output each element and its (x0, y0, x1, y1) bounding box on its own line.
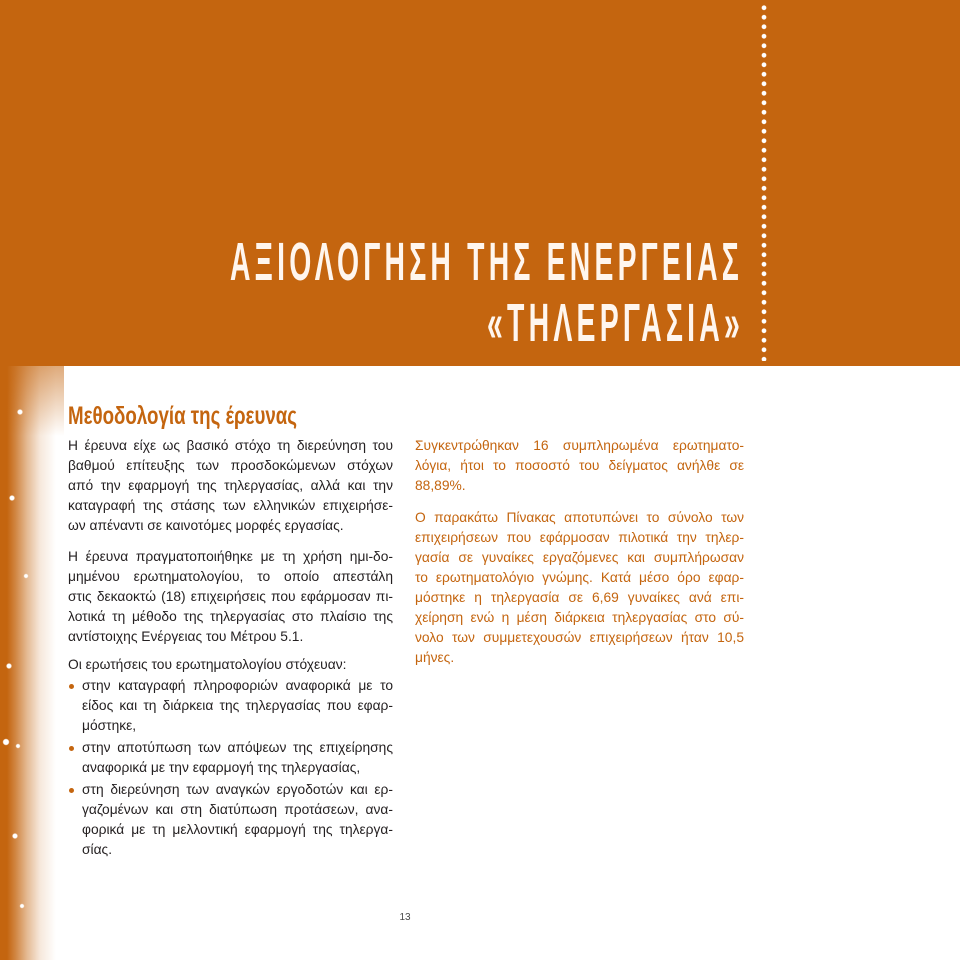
left-column (68, 436, 393, 862)
text-line: επιχειρήσεων που εφάρμοσαν πιλοτικά την τηλερ- (415, 530, 744, 545)
text-line: στις δεκαοκτώ (18) επιχειρήσεις που εφάρμοσαν πι- (68, 589, 393, 604)
text-line: βαθμού επίτευξης των προσδοκώμενων στόχων (68, 458, 393, 473)
text-line: γαζομένων και στη διατύπωση προτάσεων, ανα- (82, 802, 393, 817)
bullet-dot-icon (69, 788, 74, 793)
text-line: στην καταγραφή πληροφοριών αναφορικά με το (82, 678, 393, 693)
page-number: 13 (399, 912, 411, 923)
header-banner (0, 0, 960, 366)
paragraph (415, 508, 744, 668)
bullet-dot-icon (69, 746, 74, 751)
text-line: Ο παρακάτω Πίνακας αποτυπώνει το σύνολο των (415, 510, 744, 525)
page-title-line-1: ΑΞΙΟΛΟΓΗΣΗ ΤΗΣ ΕΝΕΡΓΕΙΑΣ (230, 232, 743, 292)
text-line: μήνες. (415, 650, 455, 665)
text-line: είδος και τη διάρκεια της τηλεργασίας που εφαρ- (82, 698, 393, 713)
list-item (68, 780, 393, 860)
text-line: Συγκεντρώθηκαν 16 συμπληρωμένα ερωτηματο- (415, 438, 744, 453)
paragraph (415, 436, 744, 496)
text-line: Η έρευνα είχε ως βασικό στόχο τη διερεύνηση του (68, 438, 393, 453)
section-heading: Μεθοδολογία της έρευνας (68, 402, 297, 430)
text-line: νολο των συμμετεχουσών επιχειρήσεων ήταν 10,5 (415, 630, 744, 645)
text-line: φορικά με τη μελλοντική εφαρμογή της τηλεργα- (82, 822, 393, 837)
page-title-line-2: «ΤΗΛΕΡΓΑΣΙΑ» (487, 293, 744, 353)
text-line: στη διερεύνηση των αναγκών εργοδοτών και ερ- (82, 782, 393, 797)
text-line: λόγια, ήτοι το ποσοστό του δείγματος ανήλθε σε (415, 458, 744, 473)
paragraph (68, 436, 393, 536)
text-line: Οι ερωτήσεις του ερωτηματολογίου στόχευαν: (68, 657, 347, 672)
text-line: το ερωτηματολόγιο γνώμης. Κατά μέσο όρο εφαρ- (415, 570, 744, 585)
text-line: λοτικά τη μέθοδο της τηλεργασίας στο πλαίσιο της (68, 609, 393, 624)
list-item (68, 738, 393, 778)
bullet-list (68, 676, 393, 860)
dotted-divider (761, 3, 767, 361)
bullet-dot-icon (69, 684, 74, 689)
header-title-graphic (0, 0, 960, 366)
text-line: μόστηκε, (82, 718, 137, 733)
grunge-edge-decoration (0, 366, 64, 960)
text-line: ων απέναντι σε καινοτόμες μορφές εργασίας. (68, 518, 344, 533)
text-line: στην αποτύπωση των απόψεων της επιχείρησης (82, 740, 393, 755)
text-line: από την εφαρμογή της τηλεργασίας, αλλά και την (68, 478, 393, 493)
text-line: μημένου ερωτηματολογίου, το οποίο απεστάλη (68, 569, 393, 584)
text-line: αντίστοιχης Ενέργειας του Μέτρου 5.1. (68, 629, 304, 644)
text-line: αναφορικά με την εφαρμογή της τηλεργασίας, (82, 760, 361, 775)
paragraph (68, 547, 393, 647)
text-line: 88,89%. (415, 478, 466, 493)
text-line: χείρηση ενώ η μέση διάρκεια τηλεργασίας στο σύ- (415, 610, 744, 625)
list-intro (68, 655, 393, 675)
text-line: γασία σε γυναίκες εργαζόμενες και συμπλήρωσαν (415, 550, 744, 565)
text-line: Η έρευνα πραγματοποιήθηκε με τη χρήση ημι-δο- (68, 549, 393, 564)
list-item (68, 676, 393, 736)
right-column (415, 436, 744, 668)
section-heading-graphic (60, 395, 320, 440)
text-line: μόστηκε η τηλεργασία σε 6,69 γυναίκες ανά επι- (415, 590, 744, 605)
text-line: σίας. (82, 842, 113, 857)
text-line: καταγραφή της στάσης των ελληνικών επιχειρήσε- (68, 498, 393, 513)
